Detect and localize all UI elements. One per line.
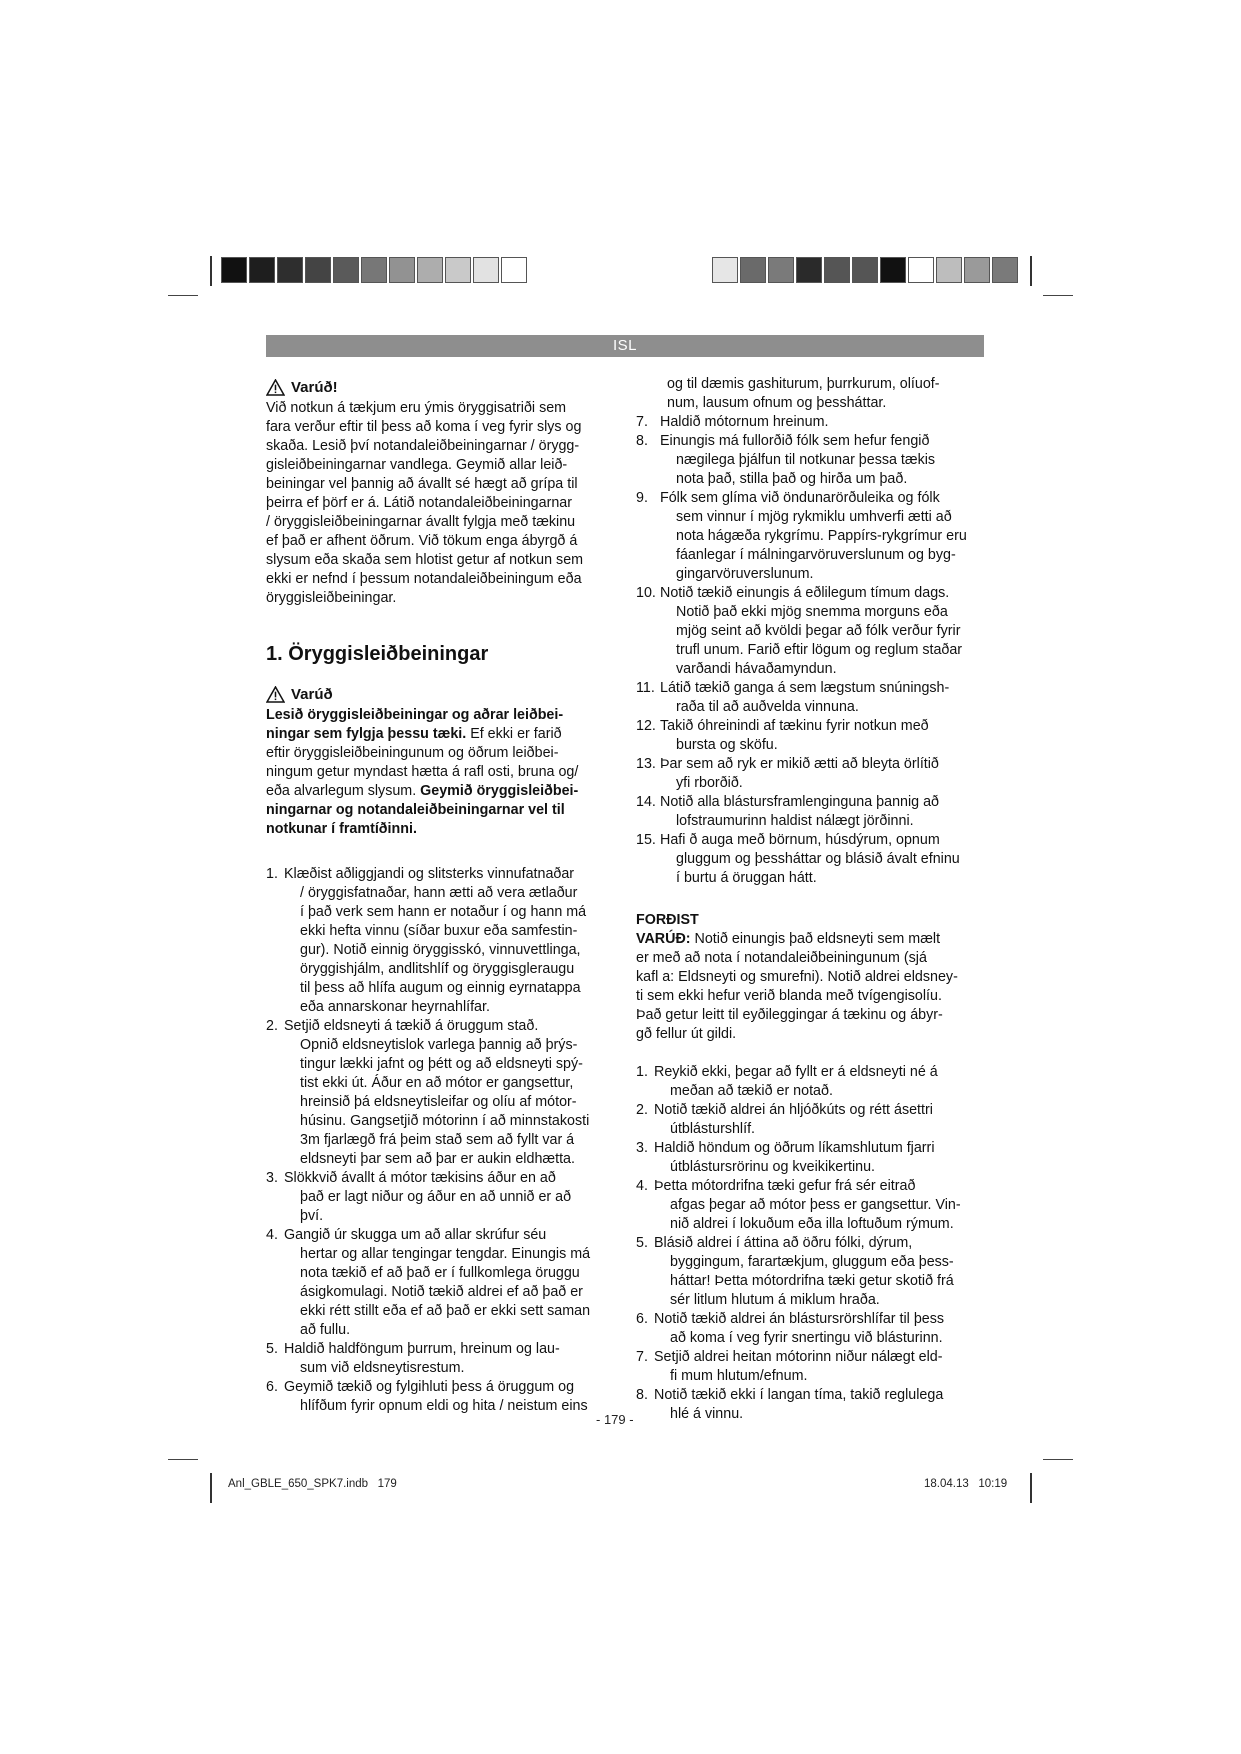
color-calibration-bar-right <box>712 257 1020 283</box>
caution-line <box>636 930 986 949</box>
list-item-line: hreinsið þá eldsneytisleifar og olíu af mótor- <box>300 1094 577 1110</box>
list-item-line: að fullu. <box>300 1322 351 1338</box>
list-item <box>636 413 986 432</box>
list-item-text <box>284 1378 616 1416</box>
list-item-line: öryggishjálm, andlitshlíf og öryggisgleraugu <box>300 961 575 977</box>
list-item <box>636 1101 986 1139</box>
continuation-line: num, lausum ofnum og þessháttar. <box>667 395 887 411</box>
crop-mark-bottom-left-h <box>168 1459 198 1460</box>
warning-2-line: Lesið öryggisleiðbeiningar og aðrar leiðbei- <box>266 707 564 723</box>
warning-title: Varúð! <box>291 379 338 396</box>
timestamp: 18.04.13 10:19 <box>924 1478 1008 1490</box>
list-item-first-line: Þetta mótordrifna tæki gefur frá sér eitrað <box>654 1178 916 1194</box>
list-item-line: gur). Notið einnig öryggisskó, vinnuvettlinga, <box>300 942 581 958</box>
color-swatch <box>740 257 766 283</box>
list-item-number: 2. <box>266 1018 278 1034</box>
list-item-line: nota hágæða rykgrímu. Pappírs-rykgrímur eru <box>676 528 967 544</box>
list-item-first-line: Slökkvið ávallt á mótor tækisins áður en að <box>284 1170 556 1186</box>
list-item-number: 5. <box>636 1235 648 1251</box>
list-item <box>636 1386 986 1424</box>
caution-paragraph <box>636 949 986 1044</box>
list-item-number: 3. <box>636 1140 648 1156</box>
list-item-number: 6. <box>636 1311 648 1327</box>
list-item-text <box>284 1340 616 1378</box>
color-swatch <box>936 257 962 283</box>
crop-mark-top-left <box>210 256 212 286</box>
list-item <box>636 1177 986 1234</box>
warning-2-line: notkunar í framtíðinni. <box>266 821 417 837</box>
warning-2-line: eftir öryggisleiðbeiningunum og öðrum leiðbei- <box>266 745 559 761</box>
list-item-number: 1. <box>266 866 278 882</box>
list-item-number: 4. <box>266 1227 278 1243</box>
list-item-first-line: Reykið ekki, þegar að fyllt er á eldsneyti né á <box>654 1064 938 1080</box>
file-info: Anl_GBLE_650_SPK7.indb 179 <box>228 1478 397 1490</box>
list-item-line: útblásturshlíf. <box>670 1121 756 1137</box>
color-swatch <box>992 257 1018 283</box>
list-item-line: tist ekki út. Áður en að mótor er gangsettur, <box>300 1075 574 1091</box>
list-item-line: meðan að tækið er notað. <box>670 1083 833 1099</box>
section-title: 1. Öryggisleiðbeiningar <box>266 643 489 665</box>
list-item-number: 7. <box>636 1349 648 1365</box>
list-item-text <box>660 679 986 717</box>
caution-line: kafl a: Eldsneyti og smurefni). Notið aldrei eldsney- <box>636 969 958 985</box>
list-item-first-line: Haldið haldföngum þurrum, hreinum og lau- <box>284 1341 560 1357</box>
crop-mark-bottom-right <box>1030 1473 1032 1503</box>
warning-2-bold: Geymið öryggisleiðbei- <box>420 783 579 799</box>
list-item-line: húsinu. Gangsetjið mótorinn í að minnstakosti <box>300 1113 590 1129</box>
list-item-line: nið aldrei í lokuðum eða illa loftuðum rýmum. <box>670 1216 954 1232</box>
list-item-text <box>660 717 986 755</box>
list-item <box>266 1340 616 1378</box>
list-item-line: ekki hefta vinnu (síðar buxur eða samfestin- <box>300 923 578 939</box>
list-item-line: hertar og allar tengingar tengdar. Einungis má <box>300 1246 591 1262</box>
warning-line: þeirra ef þörf er á. Látið notandaleiðbeiningarnar <box>266 495 573 511</box>
warning-2-text: Ef ekki er farið <box>466 726 562 742</box>
warning-line: ef það er afhent öðrum. Við tökum enga ábyrgð á <box>266 533 578 549</box>
list-item-text <box>660 793 986 831</box>
list-item-first-line: Notið tækið aldrei án hljóðkúts og rétt ásettri <box>654 1102 933 1118</box>
list-item-text <box>660 413 986 432</box>
list-item-first-line: Notið tækið aldrei án blástursrörshlífar til þess <box>654 1311 945 1327</box>
warning-2-text: eða alvarlegum slysum. <box>266 783 421 799</box>
list-item <box>266 1017 616 1169</box>
list-item-line: varðandi hávaðamyndun. <box>676 661 837 677</box>
list-item-first-line: Einungis má fullorðið fólk sem hefur fengið <box>660 433 930 449</box>
list-item <box>636 1310 986 1348</box>
list-item-line: yfi rborðið. <box>676 775 743 791</box>
list-item <box>636 793 986 831</box>
warning-line: gisleiðbeiningarnar vandlega. Geymið allar leið- <box>266 457 568 473</box>
list-item-first-line: Haldið höndum og öðrum líkamshlutum fjarri <box>654 1140 935 1156</box>
list-item-number: 8. <box>636 433 648 449</box>
warning-line: ekki er nefnd í þessum notandaleiðbeiningum eða <box>266 571 582 587</box>
list-item-line: raða til að auðvelda vinnuna. <box>676 699 859 715</box>
list-item <box>266 865 616 1017</box>
color-swatch <box>361 257 387 283</box>
list-item-line: fi mum hlutum/efnum. <box>670 1368 808 1384</box>
list-item-line: 3m fjarlægð frá þeim stað sem að fyllt var á <box>300 1132 575 1148</box>
list-item-line: nota það, stilla það og hirða um það. <box>676 471 908 487</box>
list-continuation <box>636 375 986 413</box>
list-item-number: 12. <box>636 718 656 734</box>
list-item-number: 7. <box>636 414 648 430</box>
list-item-first-line: Notið tækið einungis á eðlilegum tímum dags. <box>660 585 950 601</box>
list-item-text <box>654 1101 986 1139</box>
list-item-line: það er lagt niður og áður en að unnið er að <box>300 1189 572 1205</box>
list-item-line: því. <box>300 1208 324 1224</box>
color-swatch <box>768 257 794 283</box>
color-swatch <box>712 257 738 283</box>
language-label: ISL <box>612 337 637 354</box>
list-item-first-line: Setjið eldsneyti á tækið á öruggum stað. <box>284 1018 539 1034</box>
avoid-heading: FORÐIST <box>636 912 699 928</box>
color-swatch <box>445 257 471 283</box>
color-swatch <box>964 257 990 283</box>
list-item-first-line: Haldið mótornum hreinum. <box>660 414 829 430</box>
list-item-line: trufl unum. Farið eftir lögum og reglum staðar <box>676 642 963 658</box>
left-column <box>266 378 616 1416</box>
right-column <box>636 375 986 1424</box>
list-item <box>636 717 986 755</box>
list-item <box>636 489 986 584</box>
list-item-line: gingarvöruverslunum. <box>676 566 814 582</box>
color-swatch <box>277 257 303 283</box>
fuel-safety-list <box>636 1063 986 1424</box>
warning-triangle-icon <box>266 686 285 703</box>
list-item-line: gluggum og þessháttar og blásið ávalt efninu <box>676 851 960 867</box>
list-item-line: eða annarskonar heyrnahlífar. <box>300 999 490 1015</box>
list-item-text <box>660 584 986 679</box>
warning-2-bold: ningar sem fylgja þessu tæki. <box>266 726 467 742</box>
list-item-number: 9. <box>636 490 648 506</box>
list-item-text <box>660 831 986 888</box>
color-swatch <box>501 257 527 283</box>
list-item-first-line: Gangið úr skugga um að allar skrúfur séu <box>284 1227 547 1243</box>
warning-2-line: ningarnar og notandaleiðbeiningarnar vel til <box>266 802 565 818</box>
list-item-number: 10. <box>636 585 656 601</box>
caution-text: Notið einungis það eldsneyti sem mælt <box>690 931 941 947</box>
list-item <box>636 755 986 793</box>
list-item-line: bursta og sköfu. <box>676 737 778 753</box>
color-calibration-bar-left <box>221 257 529 283</box>
list-item-first-line: Hafi ð auga með börnum, húsdýrum, opnum <box>660 832 940 848</box>
list-item-number: 8. <box>636 1387 648 1403</box>
list-item-line: til þess að hlífa augum og einnig eyrnatappa <box>300 980 581 996</box>
list-item-line: að koma í veg fyrir snertingu við blásturinn. <box>670 1330 943 1346</box>
list-item-number: 1. <box>636 1064 648 1080</box>
list-item-number: 14. <box>636 794 656 810</box>
list-item-text <box>660 432 986 489</box>
warning-line: / öryggisleiðbeiningarnar ávallt fylgja með tækinu <box>266 514 576 530</box>
list-item-line: afgas þegar að mótor þess er gangsettur. Vin- <box>670 1197 961 1213</box>
list-item <box>636 1348 986 1386</box>
list-item-number: 5. <box>266 1341 278 1357</box>
list-item-line: háttar! Þetta mótordrifna tæki getur skotið frá <box>670 1273 954 1289</box>
warning-title-2: Varúð <box>291 686 333 703</box>
list-item-text <box>284 1169 616 1226</box>
list-item-number: 15. <box>636 832 656 848</box>
list-item-first-line: Látið tækið ganga á sem lægstum snúningsh- <box>660 680 950 696</box>
list-item <box>266 1169 616 1226</box>
list-item-text <box>284 865 616 1017</box>
list-item-line: nægilega þjálfun til notkunar þessa tækis <box>676 452 936 468</box>
list-item-text <box>660 489 986 584</box>
crop-mark-top-left-h <box>168 295 198 296</box>
list-item-number: 2. <box>636 1102 648 1118</box>
warning-line: Við notkun á tækjum eru ýmis öryggisatriði sem <box>266 400 567 416</box>
list-item-first-line: Takið óhreinindi af tækinu fyrir notkun með <box>660 718 929 734</box>
color-swatch <box>824 257 850 283</box>
list-item-first-line: Fólk sem glíma við öndunarörðuleika og fólk <box>660 490 940 506</box>
color-swatch <box>880 257 906 283</box>
list-item-line: í burtu á öruggan hátt. <box>676 870 817 886</box>
list-item-text <box>654 1234 986 1310</box>
warning-triangle-icon <box>266 379 285 396</box>
color-swatch <box>389 257 415 283</box>
color-swatch <box>333 257 359 283</box>
warning-2-line <box>266 782 616 801</box>
list-item-line: hlé á vinnu. <box>670 1406 744 1422</box>
list-item-text <box>654 1063 986 1101</box>
caution-line: gð fellur út gildi. <box>636 1026 737 1042</box>
list-item-line: sum við eldsneytisrestum. <box>300 1360 465 1376</box>
page-number: - 179 - <box>596 1412 634 1427</box>
crop-mark-top-right <box>1030 256 1032 286</box>
list-item-number: 13. <box>636 756 656 772</box>
list-item-text <box>654 1177 986 1234</box>
warning-heading-2 <box>266 685 616 704</box>
list-item-line: sér litlum hlutum á miklum hraða. <box>670 1292 880 1308</box>
list-item-line: nota tækið ef að það er í fullkomlega öruggu <box>300 1265 580 1281</box>
continuation-line: og til dæmis gashiturum, þurrkurum, olíuof- <box>667 376 940 392</box>
list-item <box>636 1063 986 1101</box>
warning-paragraph <box>266 399 616 608</box>
color-swatch <box>473 257 499 283</box>
list-item-number: 11. <box>636 680 655 696</box>
warning-line: fara verður eftir til þess að koma í veg fyrir slys og <box>266 419 582 435</box>
color-swatch <box>852 257 878 283</box>
list-item-number: 3. <box>266 1170 278 1186</box>
safety-list-right <box>636 413 986 888</box>
color-swatch <box>305 257 331 283</box>
list-item-text <box>660 755 986 793</box>
warning-2-line <box>266 725 616 744</box>
crop-mark-top-right-h <box>1043 295 1073 296</box>
warning-2-paragraph <box>266 706 616 839</box>
caution-line: ti sem ekki hefur verið blanda með tvígengisolíu. <box>636 988 942 1004</box>
list-item-line: byggingum, farartækjum, gluggum eða þess- <box>670 1254 954 1270</box>
caution-label: VARÚÐ: <box>636 931 691 947</box>
list-item-first-line: Geymið tækið og fylgihluti þess á öruggum og <box>284 1379 575 1395</box>
list-item <box>266 1378 616 1416</box>
list-item <box>636 1234 986 1310</box>
crop-mark-bottom-left <box>210 1473 212 1503</box>
list-item-number: 6. <box>266 1379 278 1395</box>
list-item <box>266 1226 616 1340</box>
list-item-number: 4. <box>636 1178 648 1194</box>
list-item-text <box>654 1310 986 1348</box>
list-item-line: ásigkomulagi. Notið tækið aldrei ef að það er <box>300 1284 583 1300</box>
color-swatch <box>908 257 934 283</box>
warning-line: skaða. Lesið því notandaleiðbeiningarnar / örygg- <box>266 438 580 454</box>
list-item-line: útblástursrörinu og kveikikertinu. <box>670 1159 876 1175</box>
list-item-line: / öryggisfatnaðar, hann ætti að vera ætlaður <box>300 885 578 901</box>
list-item <box>636 1139 986 1177</box>
list-item-first-line: Blásið aldrei í áttina að öðru fólki, dýrum, <box>654 1235 913 1251</box>
list-item-line: mjög seint að kvöldi þegar að fólk verður fyrir <box>676 623 961 639</box>
list-item-first-line: Notið alla blástursframlenginguna þannig að <box>660 794 939 810</box>
language-header-band <box>266 335 984 357</box>
list-item <box>636 679 986 717</box>
list-item-line: í það verk sem hann er notaður í og hann má <box>300 904 587 920</box>
list-item-line: ekki rétt stillt eða ef að það er ekki sett saman <box>300 1303 591 1319</box>
color-swatch <box>249 257 275 283</box>
warning-line: slysum eða skaða sem hlotist getur af notkun sem <box>266 552 584 568</box>
list-item-first-line: Setjið aldrei heitan mótorinn niður nálægt eld- <box>654 1349 943 1365</box>
list-item-line: eldsneyti þar sem að þar er aukin eldhætta. <box>300 1151 575 1167</box>
color-swatch <box>417 257 443 283</box>
list-item-line: sem vinnur í mjög rykmiklu umhverfi ætti að <box>676 509 952 525</box>
warning-heading <box>266 378 616 397</box>
list-item-line: fáanlegar í málningarvöruverslunum og byg- <box>676 547 956 563</box>
list-item-first-line: Notið tækið ekki í langan tíma, takið reglulega <box>654 1387 944 1403</box>
caution-line: er með að nota í notandaleiðbeiningunum (sjá <box>636 950 927 966</box>
list-item <box>636 584 986 679</box>
list-item-line: lofstraumurinn haldist nálægt jörðinni. <box>676 813 914 829</box>
warning-line: beiningar vel þannig að ávallt sé hægt að grípa til <box>266 476 578 492</box>
caution-line: Það getur leitt til eyðileggingar á tækinu og ábyr- <box>636 1007 943 1023</box>
list-item-line: tingur lækki jafnt og þétt og að eldsneyti spý- <box>300 1056 583 1072</box>
safety-list-left <box>266 865 616 1416</box>
list-item-line: hlífðum fyrir opnum eldi og hita / neistum eins <box>300 1398 588 1414</box>
crop-mark-bottom-right-h <box>1043 1459 1073 1460</box>
warning-line: öryggisleiðbeiningar. <box>266 590 397 606</box>
list-item <box>636 432 986 489</box>
list-item-text <box>654 1386 986 1424</box>
list-item-text <box>654 1139 986 1177</box>
list-item <box>636 831 986 888</box>
list-item-first-line: Þar sem að ryk er mikið ætti að bleyta örlítið <box>660 756 939 772</box>
list-item-line: Notið það ekki mjög snemma morguns eða <box>676 604 948 620</box>
list-item-text <box>284 1017 616 1169</box>
list-item-text <box>654 1348 986 1386</box>
list-item-line: Opnið eldsneytislok varlega þannig að þrýs- <box>300 1037 578 1053</box>
color-swatch <box>796 257 822 283</box>
color-swatch <box>221 257 247 283</box>
warning-2-line: ningum getur myndast hætta á rafl osti, bruna og/ <box>266 764 579 780</box>
list-item-first-line: Klæðist aðliggjandi og slitsterks vinnufatnaðar <box>284 866 575 882</box>
list-item-text <box>284 1226 616 1340</box>
